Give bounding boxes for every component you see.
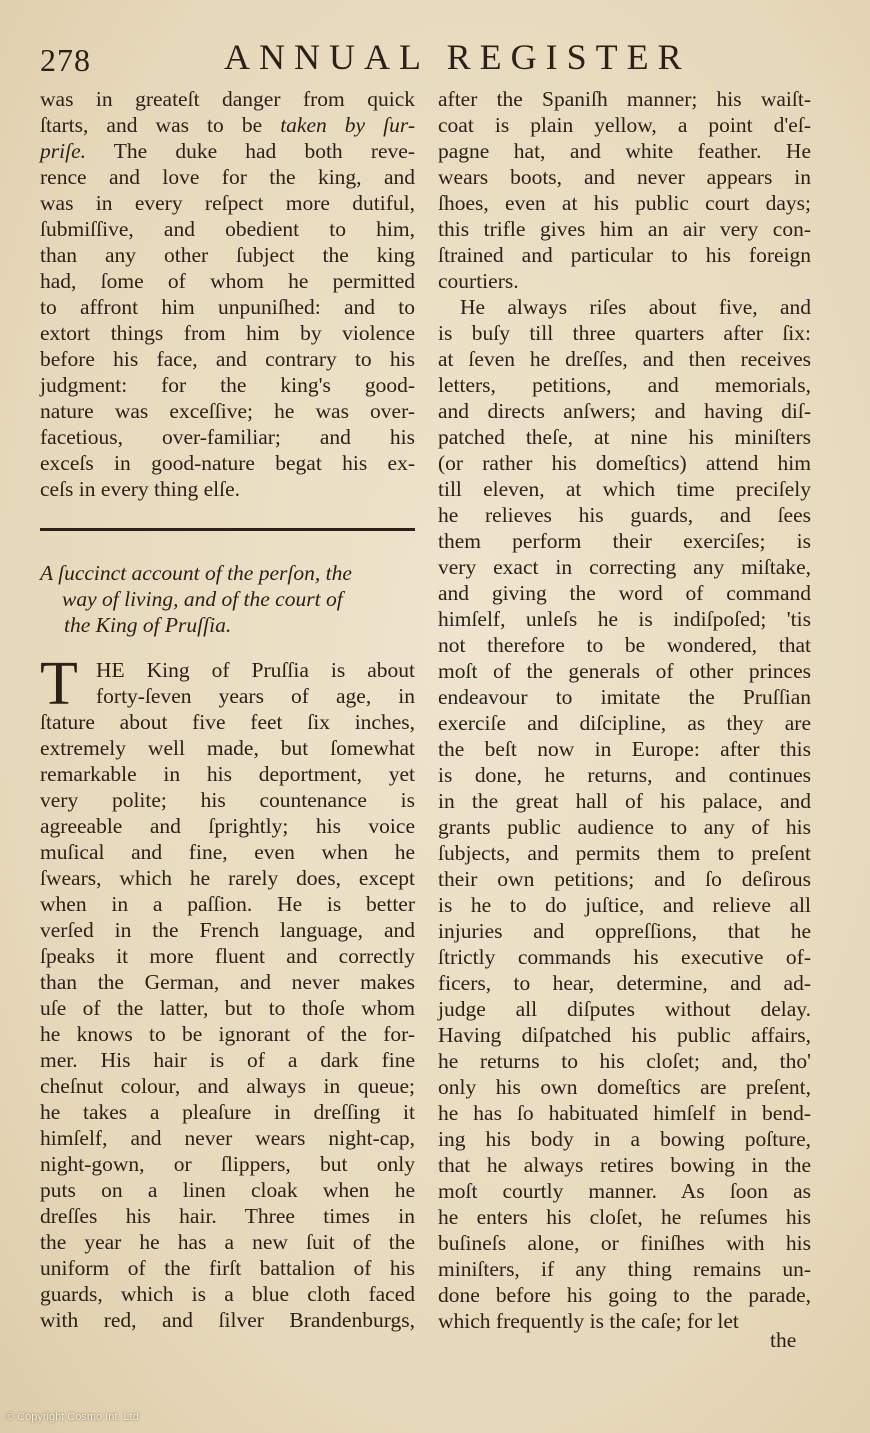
text-line: ſpeaks it more fluent and correctly xyxy=(40,944,415,968)
text-line: done before his going to the parade, xyxy=(438,1283,811,1307)
text-line: ing his body in a bowing poſture, xyxy=(438,1127,811,1151)
text-line: was in every reſpect more dutiful, xyxy=(40,191,415,215)
text-line: ſtarts, and was to be taken by ſur- xyxy=(40,113,415,137)
text-line: he has ſo habituated himſelf in bend- xyxy=(438,1101,811,1125)
text-line: injuries and oppreſſions, that he xyxy=(438,919,811,943)
text-line: before his face, and contrary to his xyxy=(40,347,415,371)
text-line: He always riſes about five, and xyxy=(460,295,811,319)
text-line: the beſt now in Europe: after this xyxy=(438,737,811,761)
text-line: forty-ſeven years of age, in xyxy=(96,684,415,708)
text-line: ſtature about five feet ſix inches, xyxy=(40,710,415,734)
text-line: than the German, and never makes xyxy=(40,970,415,994)
text-line: HE King of Pruſſia is about xyxy=(96,658,415,682)
text-line: when in a paſſion. He is better xyxy=(40,892,415,916)
text-line: miniſters, if any thing remains un- xyxy=(438,1257,811,1281)
page-number: 278 xyxy=(40,42,91,78)
text-line: and directs anſwers; and having diſ- xyxy=(438,399,811,423)
text-line: them perform their exerciſes; is xyxy=(438,529,811,553)
text-line: Having diſpatched his public affairs, xyxy=(438,1023,811,1047)
text-line: (or rather his domeſtics) attend him xyxy=(438,451,811,475)
text-line: not therefore to be wondered, that xyxy=(438,633,811,657)
section-divider-rule xyxy=(40,528,415,531)
copyright-watermark: © Copyright Cosmo Int. Ltd xyxy=(6,1411,139,1423)
text-line: ſhoes, even at his public court days; xyxy=(438,191,811,215)
text-line: that he always retires bowing in the xyxy=(438,1153,811,1177)
text-line: buſineſs alone, or finiſhes with his xyxy=(438,1231,811,1255)
text-line: himſelf, and never wears night-cap, xyxy=(40,1126,415,1150)
text-line: ſtrictly commands his executive of- xyxy=(438,945,811,969)
text-line: puts on a linen cloak when he xyxy=(40,1178,415,1202)
text-line: he enters his cloſet, he reſumes his xyxy=(438,1205,811,1229)
text-line: himſelf, unleſs he is indiſpoſed; 'tis xyxy=(438,607,811,631)
text-line: rence and love for the king, and xyxy=(40,165,415,189)
text-line: till eleven, at which time preciſely xyxy=(438,477,811,501)
text-line: uſe of the latter, but to thoſe whom xyxy=(40,996,415,1020)
text-line: moſt of the generals of other princes xyxy=(438,659,811,683)
text-line: was in greateſt danger from quick xyxy=(40,87,415,111)
text-line: agreeable and ſprightly; his voice xyxy=(40,814,415,838)
text-line: night-gown, or ſlippers, but only xyxy=(40,1152,415,1176)
text-line: after the Spaniſh manner; his waiſt- xyxy=(438,87,811,111)
right-column xyxy=(438,86,811,1334)
text-line: he takes a pleaſure in dreſſing it xyxy=(40,1100,415,1124)
running-title: ANNUAL REGISTER xyxy=(224,37,691,77)
catchword: the xyxy=(770,1328,797,1352)
text-line: which frequently is the caſe; for let xyxy=(438,1309,739,1333)
text-line: only his own domeſtics are preſent, xyxy=(438,1075,811,1099)
text-line: the year he has a new ſuit of the xyxy=(40,1230,415,1254)
page-header xyxy=(34,34,834,84)
text-line: pagne hat, and white feather. He xyxy=(438,139,811,163)
text-line: in the great hall of his palace, and xyxy=(438,789,811,813)
text-line: ceſs in every thing elſe. xyxy=(40,477,240,501)
text-line: and giving the word of command xyxy=(438,581,811,605)
text-line: ficers, to hear, determine, and ad- xyxy=(438,971,811,995)
text-line: their own petitions; and ſo deſirous xyxy=(438,867,811,891)
text-line: courtiers. xyxy=(438,269,519,293)
text-line: muſical and fine, even when he xyxy=(40,840,415,864)
text-line: moſt courtly manner. As ſoon as xyxy=(438,1179,811,1203)
text-line: to affront him unpuniſhed: and to xyxy=(40,295,415,319)
text-line: judgment: for the king's good- xyxy=(40,373,415,397)
text-line: uniform of the firſt battalion of his xyxy=(40,1256,415,1280)
text-line: remarkable in his deportment, yet xyxy=(40,762,415,786)
text-line: he returns to his cloſet; and, tho' xyxy=(438,1049,811,1073)
text-line: A ſuccinct account of the perſon, the xyxy=(40,561,352,585)
text-line: ſubmiſſive, and obedient to him, xyxy=(40,217,415,241)
text-line: ſwears, which he rarely does, except xyxy=(40,866,415,890)
text-line: is done, he returns, and continues xyxy=(438,763,811,787)
text-line: patched theſe, at nine his miniſters xyxy=(438,425,811,449)
text-line: verſed in the French language, and xyxy=(40,918,415,942)
text-line: guards, which is a blue cloth faced xyxy=(40,1282,415,1306)
drop-cap: T xyxy=(40,650,78,718)
text-line: mer. His hair is of a dark fine xyxy=(40,1048,415,1072)
text-line: the King of Pruſſia. xyxy=(64,613,232,637)
text-line: judge all diſputes without delay. xyxy=(438,997,811,1021)
text-line: endeavour to imitate the Pruſſian xyxy=(438,685,811,709)
left-column-body xyxy=(40,650,415,1333)
text-line: is buſy till three quarters after ſix: xyxy=(438,321,811,345)
text-line: way of living, and of the court of xyxy=(62,587,343,611)
section-heading xyxy=(40,560,415,638)
text-line: than any other ſubject the king xyxy=(40,243,415,267)
text-line: wears boots, and never appears in xyxy=(438,165,811,189)
text-line: ſtrained and particular to his foreign xyxy=(438,243,811,267)
text-line: exceſs in good-nature begat his ex- xyxy=(40,451,415,475)
text-line: dreſſes his hair. Three times in xyxy=(40,1204,415,1228)
text-line: priſe. The duke had both reve- xyxy=(40,139,415,163)
text-line: this trifle gives him an air very con- xyxy=(438,217,811,241)
left-column-top xyxy=(40,86,415,502)
text-line: he relieves his guards, and ſees xyxy=(438,503,811,527)
text-line: extort things from him by violence xyxy=(40,321,415,345)
text-line: nature was exceſſive; he was over- xyxy=(40,399,415,423)
text-line: he knows to be ignorant of the for- xyxy=(40,1022,415,1046)
text-line: coat is plain yellow, a point d'eſ- xyxy=(438,113,811,137)
text-line: letters, petitions, and memorials, xyxy=(438,373,811,397)
text-line: very polite; his countenance is xyxy=(40,788,415,812)
text-line: facetious, over-familiar; and his xyxy=(40,425,415,449)
text-line: exerciſe and diſcipline, as they are xyxy=(438,711,811,735)
text-line: ſubjects, and permits them to preſent xyxy=(438,841,811,865)
text-line: very exact in correcting any miſtake, xyxy=(438,555,811,579)
text-line: cheſnut colour, and always in queue; xyxy=(40,1074,415,1098)
text-line: grants public audience to any of his xyxy=(438,815,811,839)
text-line: at ſeven he dreſſes, and then receives xyxy=(438,347,811,371)
text-line: with red, and ſilver Brandenburgs, xyxy=(40,1308,415,1332)
text-line: had, ſome of whom he permitted xyxy=(40,269,415,293)
text-line: extremely well made, but ſomewhat xyxy=(40,736,415,760)
text-line: is he to do juſtice, and relieve all xyxy=(438,893,811,917)
